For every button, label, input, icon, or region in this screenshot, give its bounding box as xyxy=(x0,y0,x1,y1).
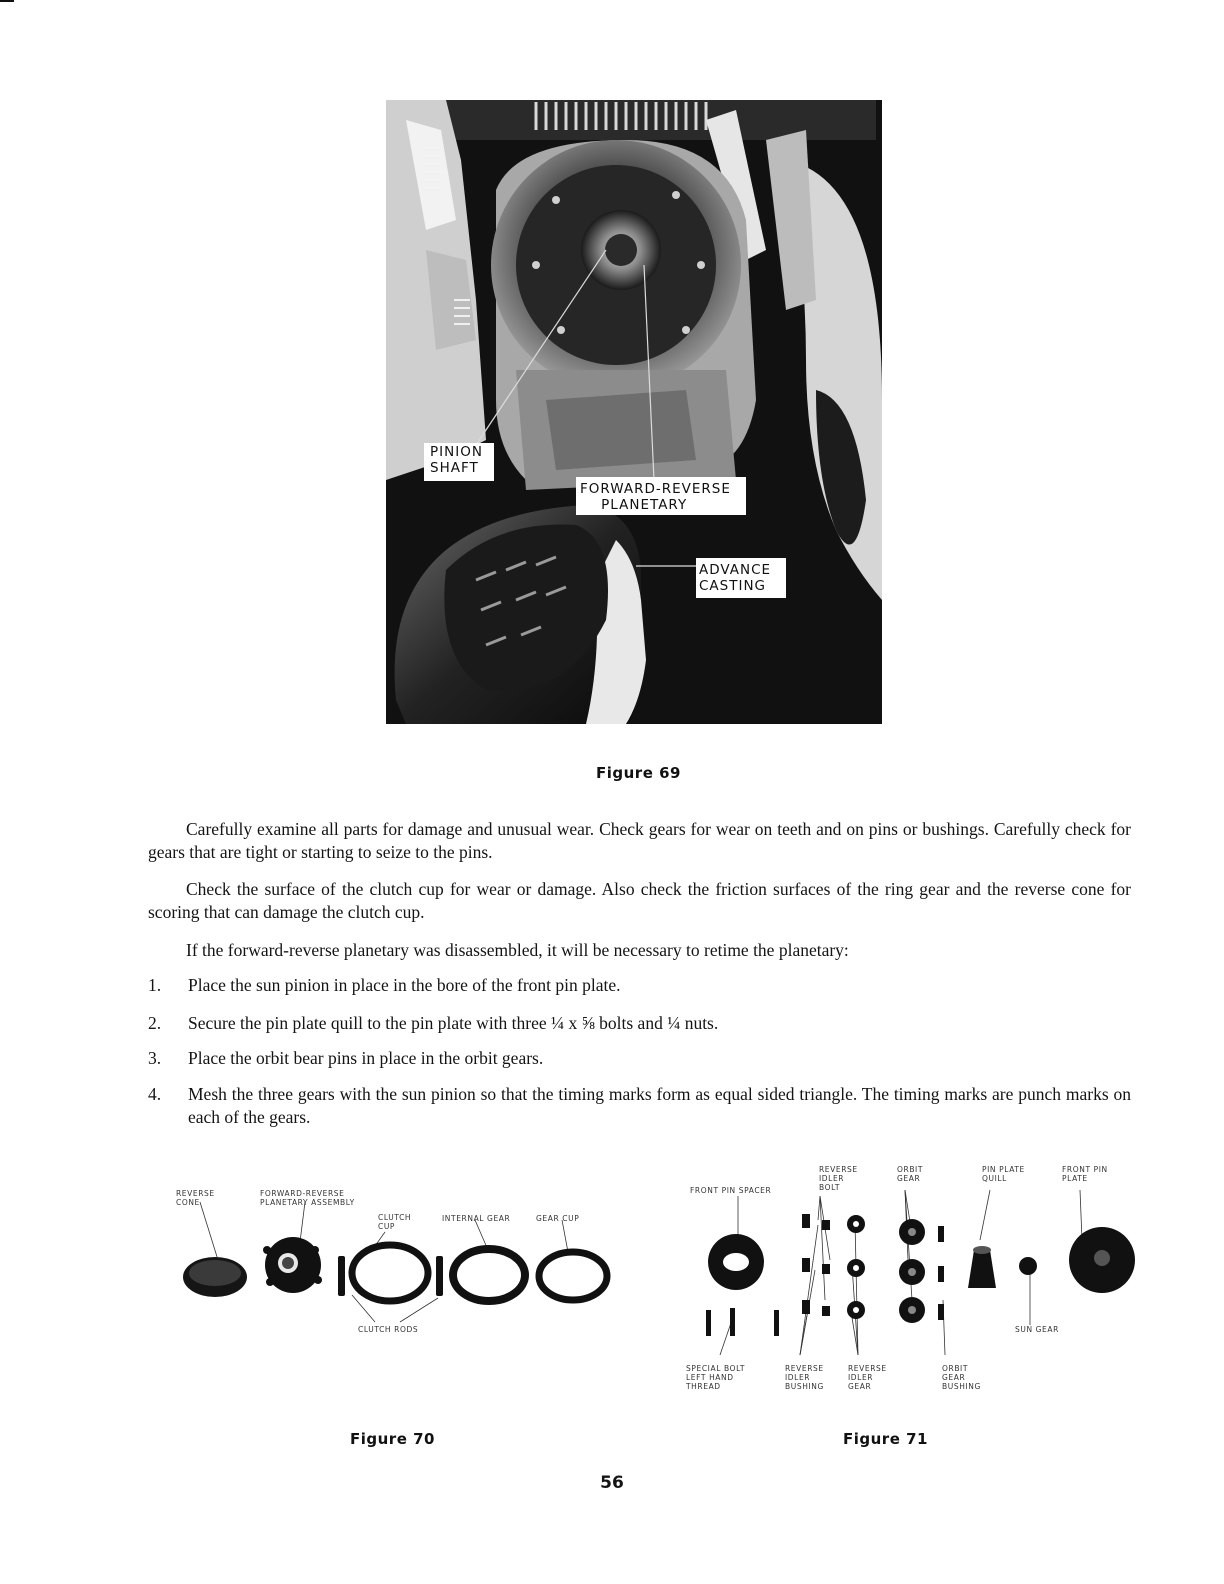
label-internal-gear: INTERNAL GEAR xyxy=(442,1214,511,1223)
label-reverse-idler-gear: REVERSE IDLER GEAR xyxy=(848,1364,887,1391)
clutch-rod-part xyxy=(338,1256,345,1296)
label-pin-plate-quill: PIN PLATE QUILL xyxy=(982,1165,1025,1183)
label-orbit-gear-bushing: ORBIT GEAR BUSHING xyxy=(942,1364,981,1391)
label-advance-casting: ADVANCE CASTING xyxy=(699,562,772,594)
internal-gear-part xyxy=(453,1249,525,1301)
scan-corner-mark xyxy=(0,0,14,2)
paragraph-clutch-cup: Check the surface of the clutch cup for wear or damage. Also check the friction surfaces of the ring gear and the reverse cone for scoring that can damage the clutch cup. xyxy=(148,879,1131,922)
label-orbit-gear: ORBIT GEAR xyxy=(897,1165,924,1183)
label-clutch-rods: CLUTCH RODS xyxy=(358,1325,419,1334)
figure-69-photo xyxy=(386,100,882,724)
label-fr-planetary-assembly: FORWARD-REVERSE PLANETARY ASSEMBLY xyxy=(260,1189,355,1207)
paragraph-examine-parts: Carefully examine all parts for damage and unusual wear. Check gears for wear on teeth and on pins or bushings. Carefully check for gears that are tight or starting to seize to the pins. xyxy=(148,819,1131,862)
gear-cup-part xyxy=(539,1252,607,1300)
special-bolt-part xyxy=(730,1308,735,1336)
figure-70-diagram xyxy=(170,1180,630,1340)
label-forward-reverse-planetary: FORWARD-REVERSE PLANETARY xyxy=(580,481,731,513)
special-bolt-part xyxy=(774,1310,779,1336)
figure-69-caption: Figure 69 xyxy=(596,764,681,782)
label-front-pin-plate: FRONT PIN PLATE xyxy=(1062,1165,1108,1183)
special-bolt-part xyxy=(706,1310,711,1336)
label-sun-gear: SUN GEAR xyxy=(1015,1325,1059,1334)
label-reverse-idler-bolt: REVERSE IDLER BOLT xyxy=(819,1165,858,1192)
figure-70-caption: Figure 70 xyxy=(350,1430,435,1448)
clutch-rod-part xyxy=(436,1256,443,1296)
label-clutch-cup: CLUTCH CUP xyxy=(378,1213,412,1231)
label-gear-cup: GEAR CUP xyxy=(536,1214,580,1223)
figure-71-caption: Figure 71 xyxy=(843,1430,928,1448)
page-number: 56 xyxy=(600,1473,624,1493)
paragraph-retime-intro: If the forward-reverse planetary was disassembled, it will be necessary to retime the planetary: xyxy=(186,940,849,960)
clutch-cup-part xyxy=(352,1245,428,1301)
sun-gear-part xyxy=(1019,1257,1037,1275)
label-reverse-cone: REVERSE CONE xyxy=(176,1189,215,1207)
pin-plate-quill-part xyxy=(968,1250,996,1288)
label-pinion-shaft: PINION SHAFT xyxy=(430,444,483,476)
label-reverse-idler-bushing: REVERSE IDLER BUSHING xyxy=(785,1364,824,1391)
label-front-pin-spacer: FRONT PIN SPACER xyxy=(690,1186,772,1195)
label-special-bolt: SPECIAL BOLT LEFT HAND THREAD xyxy=(686,1364,746,1391)
